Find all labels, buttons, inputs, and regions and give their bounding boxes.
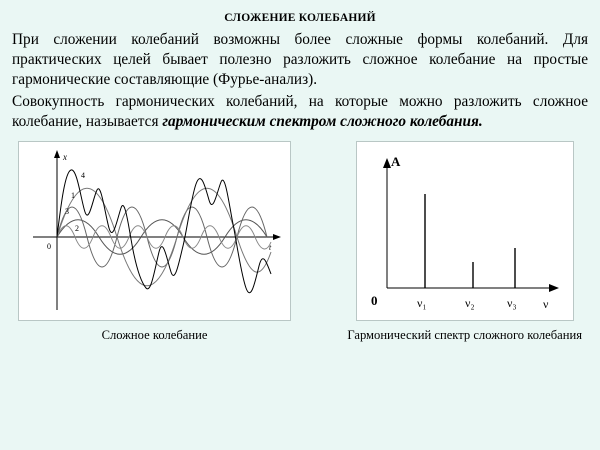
spectrum-tick-label-2: ν₂	[464, 296, 475, 311]
curve-label-4: 4	[81, 171, 85, 181]
curve-label-1: 1	[71, 191, 75, 201]
figure-harmonic-spectrum	[347, 141, 582, 344]
spectrum-x-axis-arrow	[549, 284, 559, 292]
definition-text: Совокупность гармонических колебаний, на которые можно разложить сложное колебание, называется	[12, 92, 588, 130]
spectrum-tick-label-3: ν₃	[506, 296, 517, 311]
figure-harmonic-spectrum-image	[356, 141, 574, 321]
complex-oscillation-plot	[19, 142, 290, 320]
page-title: СЛОЖЕНИЕ КОЛЕБАНИЙ	[224, 12, 376, 24]
spectrum-y-axis-arrow	[383, 158, 391, 168]
curve-label-3: 3	[65, 207, 69, 217]
figure-complex-oscillation	[18, 141, 291, 344]
definition-emphasis: гармоническим спектром сложного колебания.	[162, 112, 483, 130]
x-axis-label: t	[269, 243, 272, 253]
spectrum-x-axis-label: ν	[542, 297, 549, 312]
spectrum-origin-label: 0	[370, 293, 378, 309]
y-axis-label: x	[63, 152, 67, 163]
spectrum-y-axis-label: A	[390, 154, 401, 170]
figure-complex-oscillation-image	[18, 141, 291, 321]
harmonic-spectrum-plot	[357, 142, 573, 320]
x-axis-arrow	[273, 234, 281, 240]
curve-label-2: 2	[75, 224, 79, 234]
spectrum-tick-label-1: ν₁	[416, 296, 427, 311]
y-axis-arrow	[54, 150, 60, 158]
figure-caption-spectrum: Гармонический спектр сложного колебания	[347, 328, 582, 343]
paragraph-intro: При сложении колебаний возможны более сложные формы колебаний. Для практических целей бывает полезно разложить сложное колебание на простые гармонические составляющие (Фурье-анализ).	[12, 31, 588, 88]
figures-row	[12, 141, 588, 344]
origin-label: 0	[47, 242, 51, 252]
figure-caption-complex: Сложное колебание	[101, 328, 208, 343]
paragraph-definition	[12, 92, 588, 132]
